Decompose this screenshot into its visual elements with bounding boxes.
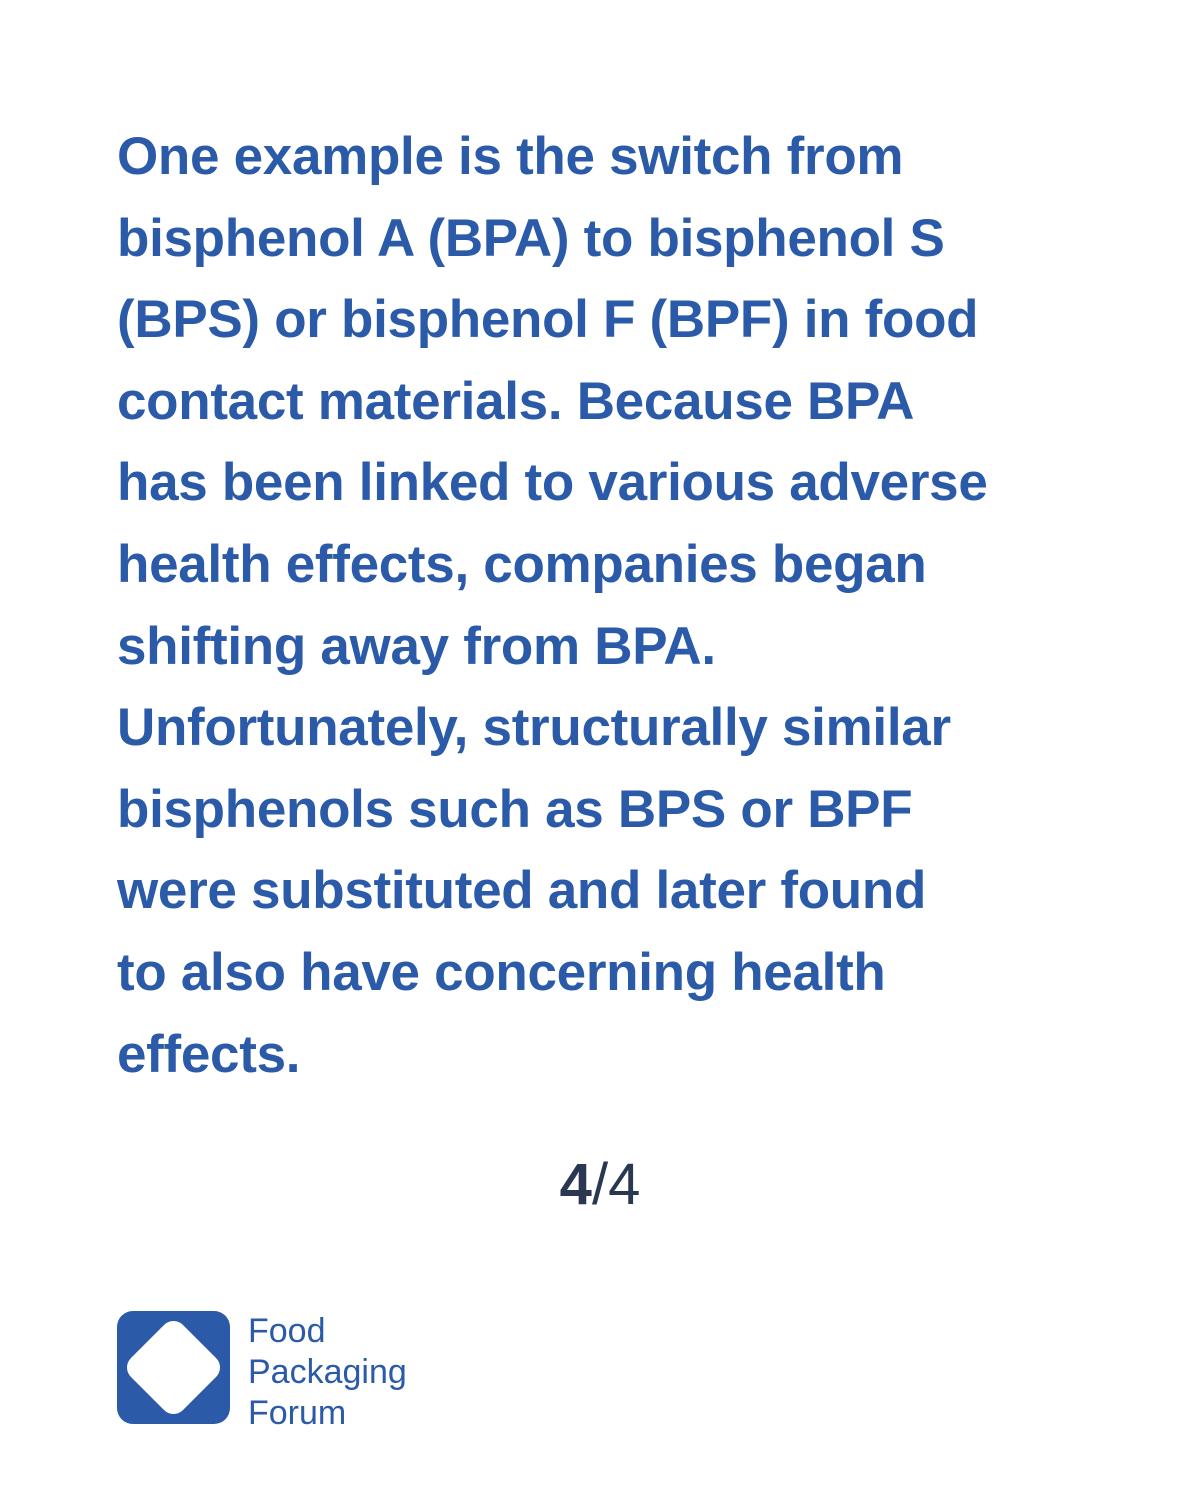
body-line: has been linked to various adverse [117,453,988,513]
body-line: (BPS) or bisphenol F (BPF) in food [117,290,979,350]
body-text [117,116,1092,1095]
body-line: One example is the switch from [117,127,904,186]
logo-line-forum: Forum [248,1394,347,1432]
logo-mark-icon [117,1311,230,1424]
page-total: 4 [608,1152,641,1217]
body-line: shifting away from BPA. [117,616,716,676]
body-line: Unfortunately, structurally similar [117,698,951,758]
page-current: 4 [559,1152,592,1217]
page-separator: / [591,1152,609,1217]
logo-wordmark [248,1311,407,1434]
body-line: were substituted and later found [117,861,927,921]
page-indicator [0,1150,1200,1220]
body-line: bisphenol A (BPA) to bisphenol S [117,208,945,268]
body-line: contact materials. Because BPA [117,371,915,431]
body-line: health effects, companies began [117,534,927,594]
logo-line-packaging: Packaging [248,1353,407,1391]
logo-line-food: Food [248,1312,326,1350]
body-line: effects. [117,1024,301,1084]
body-line: bisphenols such as BPS or BPF [117,779,913,839]
food-packaging-forum-logo [117,1311,537,1431]
body-line: to also have concerning health [117,942,886,1002]
